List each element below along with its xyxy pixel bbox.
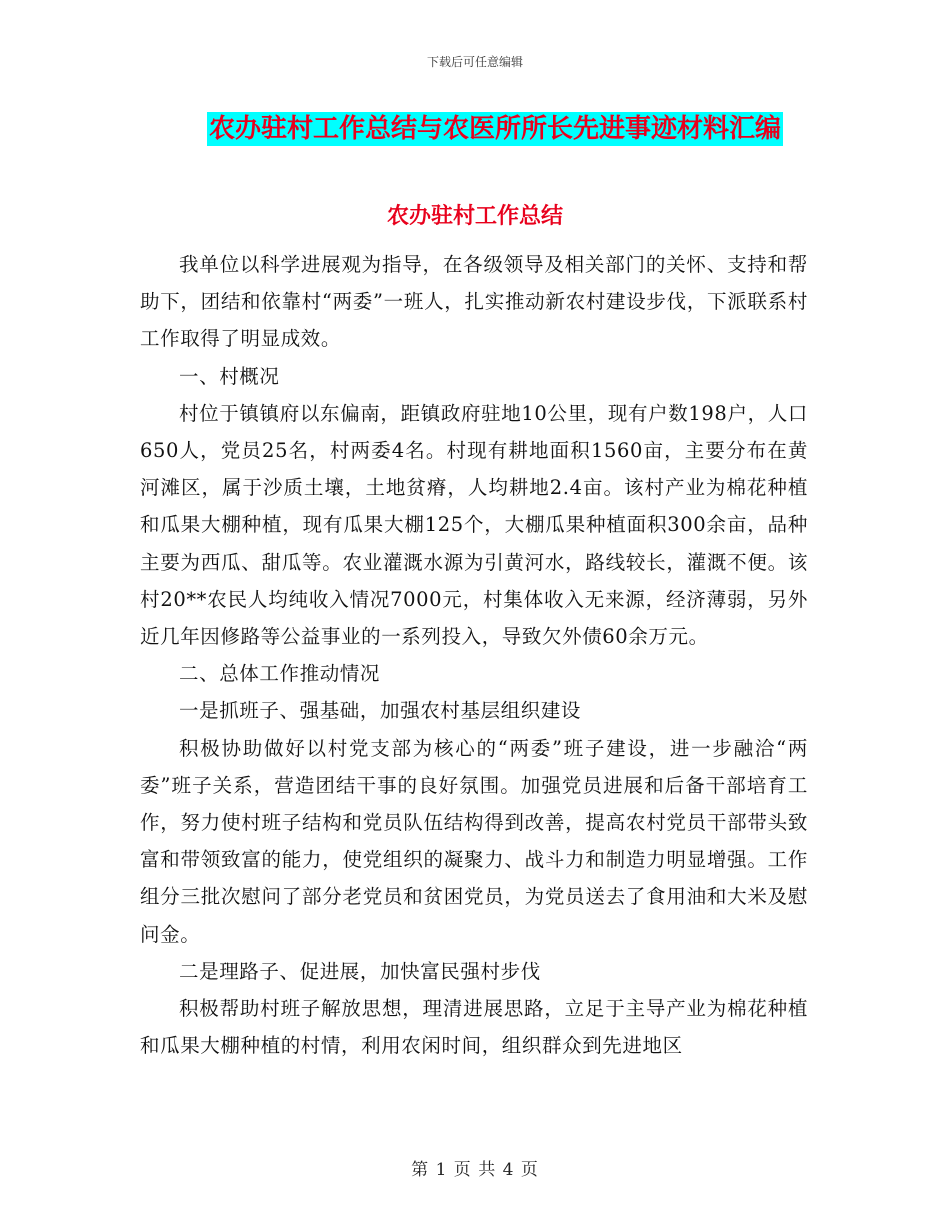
document-title: 农办驻村工作总结与农医所所长先进事迹材料汇编 <box>208 114 781 144</box>
paragraph: 村位于镇镇府以东偏南，距镇政府驻地10公里，现有户数198户，人口650人，党员25名，村两委4名。村现有耕地面积1560亩，主要分布在黄河滩区，属于沙质土壤，土地贫瘠，人均耕地2.4亩。该村产业为棉花种植和瓜果大棚种植，现有瓜果大棚125个，大棚瓜果种植面积300余亩，品种主要为西瓜、甜瓜等。农业灌溉水源为引黄河水，路线较长，灌溉不便。该村20**农民人均纯收入情况7000元，村集体收入无来源，经济薄弱，另外近几年因修路等公益事业的一系列投入，导致欠外债60余万元。 <box>140 401 808 649</box>
document-body <box>140 246 808 1064</box>
paragraph: 积极帮助村班子解放思想，理清进展思路，立足于主导产业为棉花种植和瓜果大棚种植的村情，利用农闲时间，组织群众到先进地区 <box>140 997 808 1058</box>
header-note: 下载后可任意编辑 <box>426 55 523 69</box>
paragraph: 一是抓班子、强基础，加强农村基层组织建设 <box>179 699 582 723</box>
paragraph: 一、村概况 <box>179 364 280 388</box>
section-title: 农办驻村工作总结 <box>386 204 563 229</box>
document-title-wrap <box>0 112 950 146</box>
paragraph: 积极协助做好以村党支部为核心的“两委”班子建设，进一步融洽“两委”班子关系，营造团结干事的良好氛围。加强党员进展和后备干部培育工作，努力使村班子结构和党员队伍结构得到改善，提高农村党员干部带头致富和带领致富的能力，使党组织的凝聚力、战斗力和制造力明显增强。工作组分三批次慰问了部分老党员和贫困党员，为党员送去了食用油和大米及慰问金。 <box>140 736 808 946</box>
page-number: 第 1 页 共 4 页 <box>411 1160 539 1180</box>
paragraph: 二、总体工作推动情况 <box>179 662 381 686</box>
paragraph: 二是理路子、促进展，加快富民强村步伐 <box>179 959 541 983</box>
paragraph: 我单位以科学进展观为指导，在各级领导及相关部门的关怀、支持和帮助下，团结和依靠村“两委”一班人，扎实推动新农村建设步伐，下派联系村工作取得了明显成效。 <box>140 253 808 351</box>
